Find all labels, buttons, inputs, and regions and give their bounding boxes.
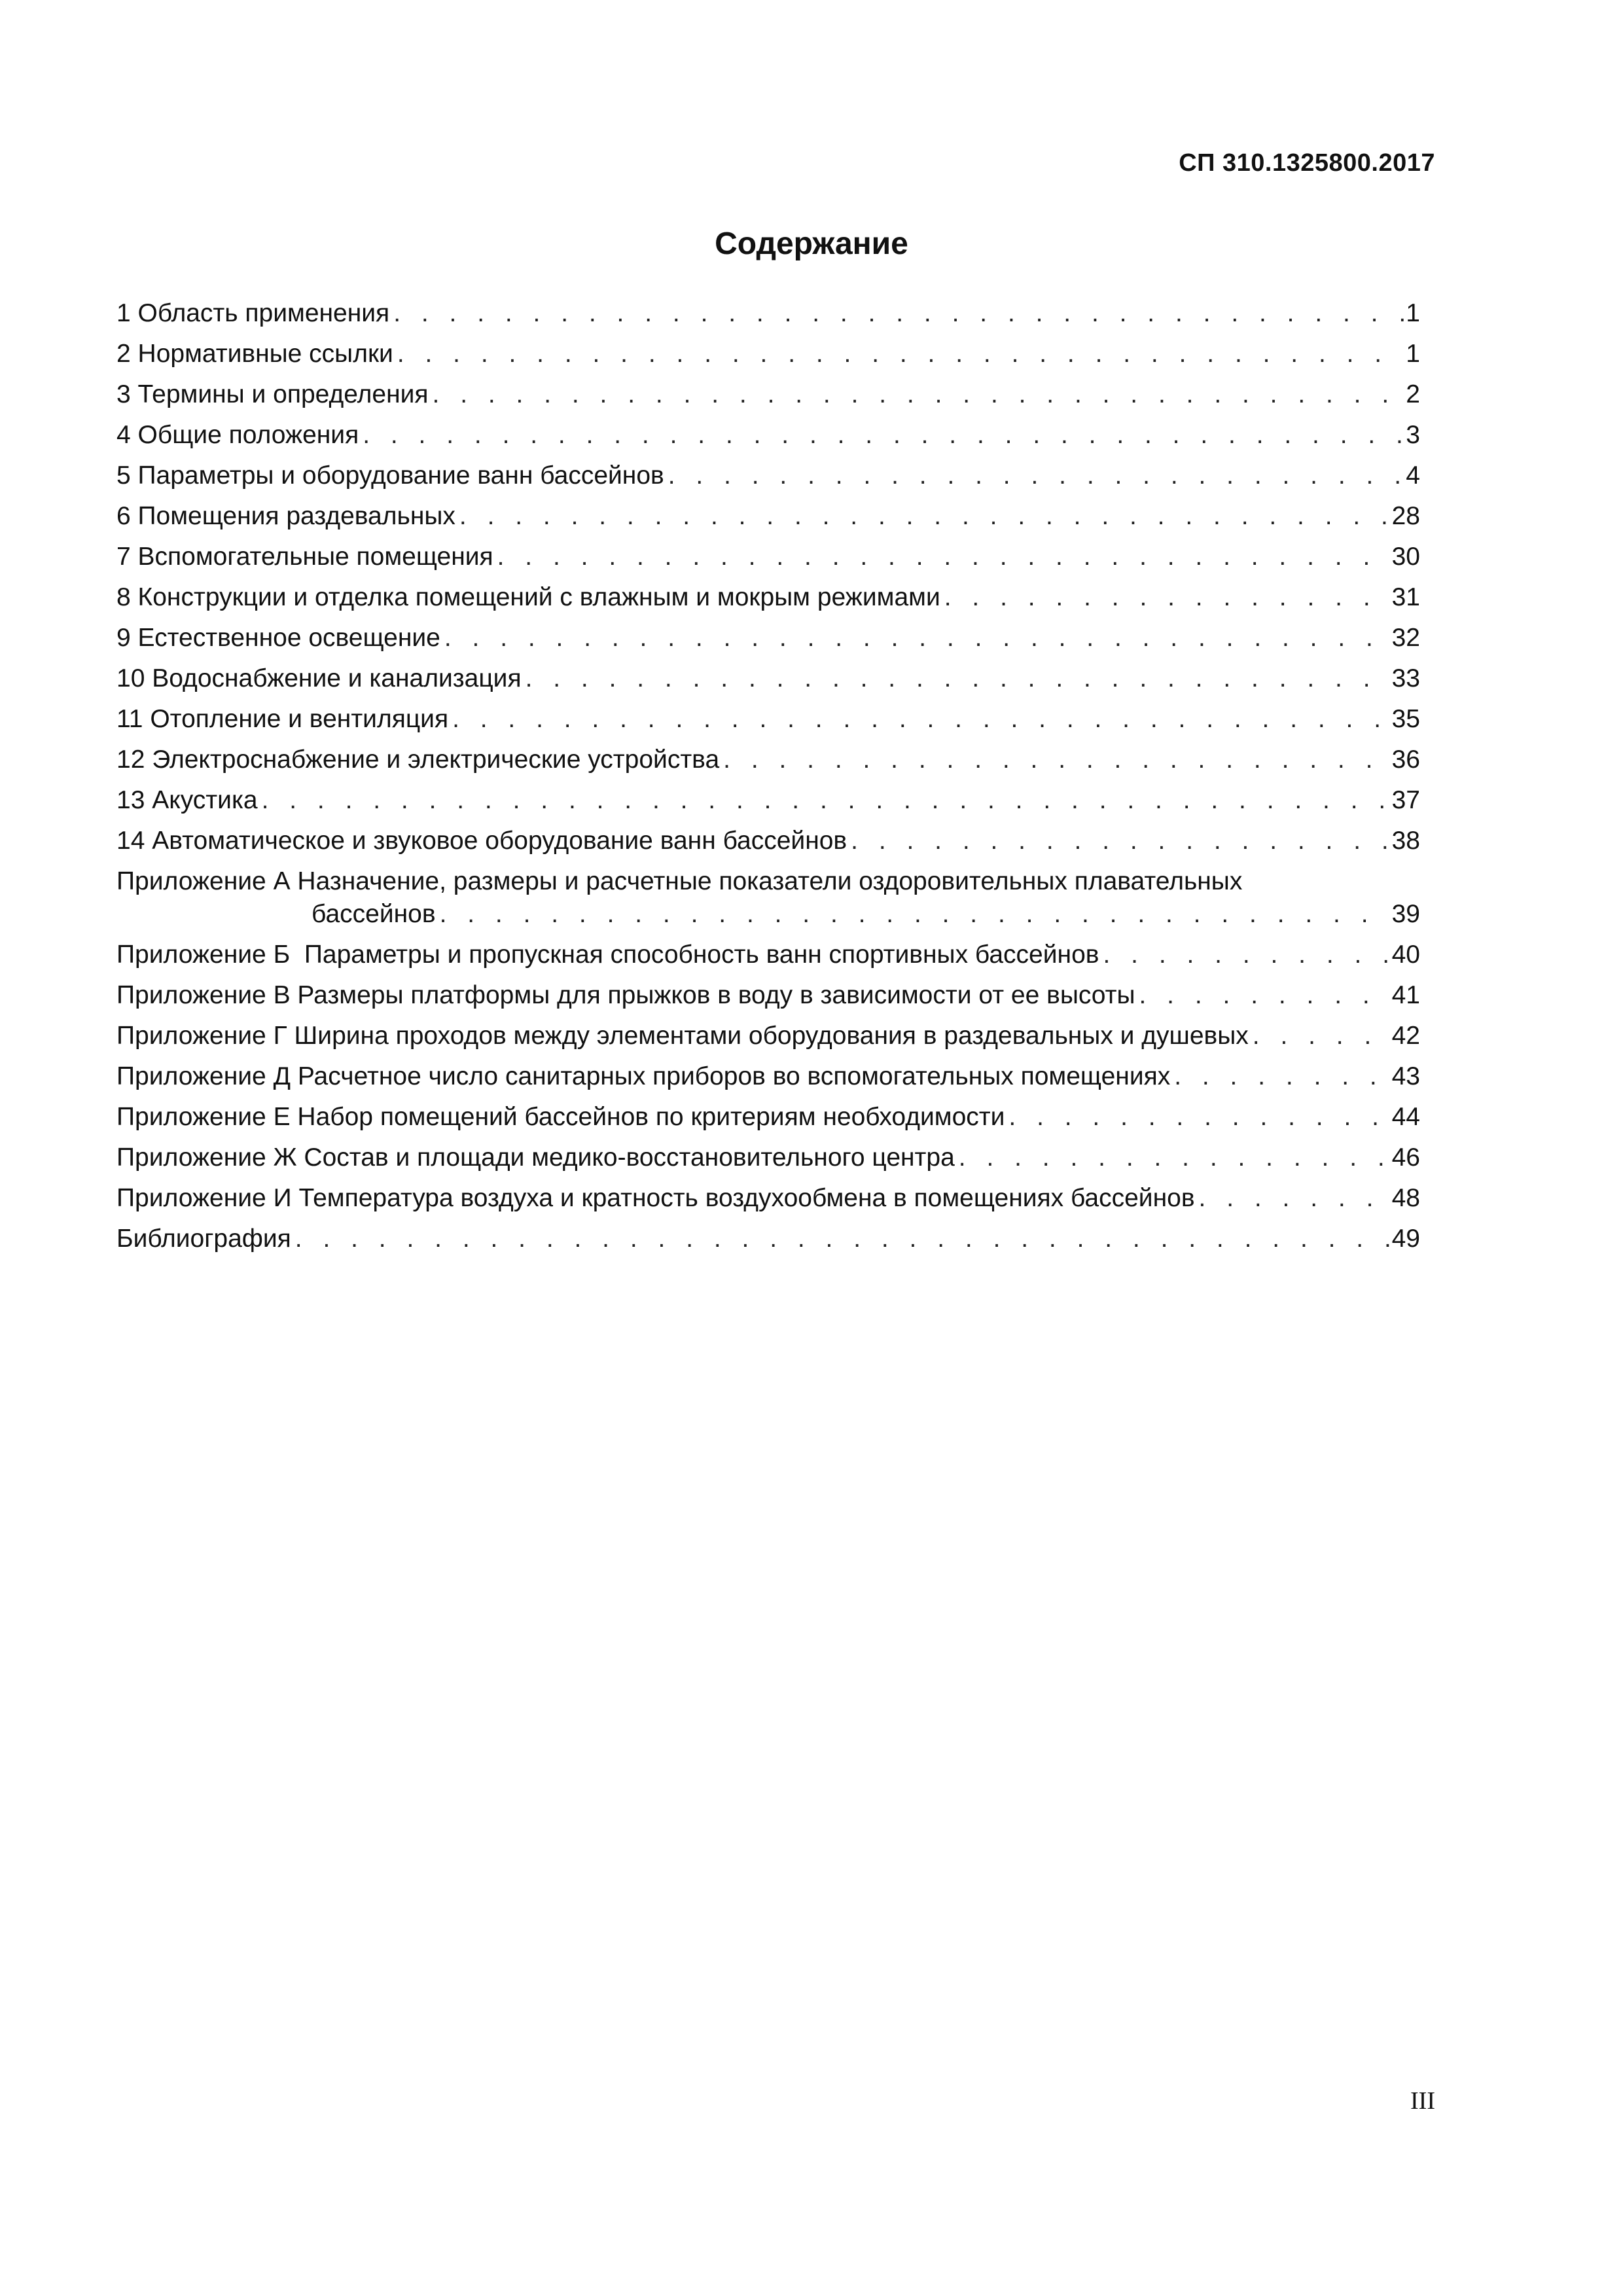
- toc-entry-continuation: [116, 898, 1420, 931]
- toc-entry-page: 32: [1391, 624, 1420, 652]
- toc-dot-leader: [1103, 935, 1390, 975]
- toc-entry-appendix-b[interactable]: [116, 935, 1420, 975]
- toc-dot-leader: [397, 334, 1404, 374]
- toc-entry-bibliography[interactable]: [116, 1219, 1420, 1259]
- toc-entry-label: Приложение Г Ширина проходов между элементами оборудования в раздевальных и душевых: [116, 1022, 1249, 1050]
- toc-entry-label: 4 Общие положения: [116, 421, 359, 449]
- toc-entry-label: 1 Область применения: [116, 299, 390, 327]
- toc-dot-leader: [262, 780, 1391, 821]
- toc-entry-5[interactable]: [116, 456, 1420, 496]
- toc-entry-page: 39: [1391, 900, 1420, 928]
- toc-entry-label: 9 Естественное освещение: [116, 624, 440, 652]
- toc-entry-page: 4: [1406, 461, 1420, 490]
- toc-entry-label: 13 Акустика: [116, 786, 258, 814]
- toc-entry-2[interactable]: [116, 334, 1420, 374]
- toc-entry-14[interactable]: [116, 821, 1420, 861]
- toc-entry-3[interactable]: [116, 374, 1420, 415]
- toc-entry-page: 1: [1406, 299, 1420, 327]
- toc-entry-label: Приложение А Назначение, размеры и расчетные показатели оздоровительных плавательных: [116, 867, 1243, 895]
- toc-dot-leader: [459, 496, 1391, 537]
- toc-entry-9[interactable]: [116, 618, 1420, 658]
- toc-entry-appendix-v[interactable]: [116, 975, 1420, 1016]
- toc-dot-leader: [497, 537, 1391, 577]
- toc-entry-label: Библиография: [116, 1225, 291, 1253]
- toc-entry-13[interactable]: [116, 780, 1420, 821]
- toc-entry-page: 3: [1406, 421, 1420, 449]
- toc-entry-page: 38: [1391, 827, 1420, 855]
- toc-entry-label: 5 Параметры и оборудование ванн бассейнов: [116, 461, 664, 490]
- toc-entry-8[interactable]: [116, 577, 1420, 618]
- toc-entry-label: Приложение Е Набор помещений бассейнов по критериям необходимости: [116, 1103, 1005, 1131]
- toc-entry-page: 33: [1391, 664, 1420, 692]
- toc-dot-leader: [944, 577, 1391, 618]
- toc-entry-label: Приложение Ж Состав и площади медико-восстановительного центра: [116, 1143, 955, 1172]
- toc-entry-label: 8 Конструкции и отделка помещений с влажным и мокрым режимами: [116, 583, 940, 611]
- document-code: СП 310.1325800.2017: [1179, 149, 1435, 177]
- toc-entry-page: 44: [1391, 1103, 1420, 1131]
- toc-dot-leader: [1174, 1056, 1390, 1097]
- toc-dot-leader: [1008, 1097, 1390, 1138]
- toc-entry-label: 3 Термины и определения: [116, 380, 429, 408]
- toc-entry-appendix-d[interactable]: [116, 1056, 1420, 1097]
- toc-entry-1[interactable]: [116, 293, 1420, 334]
- toc-entry-page: 43: [1391, 1062, 1420, 1090]
- toc-entry-page: 30: [1391, 543, 1420, 571]
- toc-dot-leader: [1253, 1016, 1391, 1056]
- toc-dot-leader: [444, 618, 1391, 658]
- toc-dot-leader: [440, 898, 1391, 931]
- toc-dot-leader: [851, 821, 1390, 861]
- toc-entry-page: 46: [1391, 1143, 1420, 1172]
- toc-entry-label: 14 Автоматическое и звуковое оборудование ванн бассейнов: [116, 827, 847, 855]
- toc-dot-leader: [526, 658, 1391, 699]
- toc-dot-leader: [723, 740, 1390, 780]
- toc-entry-appendix-e[interactable]: [116, 1097, 1420, 1138]
- toc-entry-appendix-g[interactable]: [116, 1016, 1420, 1056]
- toc-entry-page: 31: [1391, 583, 1420, 611]
- toc-entry-10[interactable]: [116, 658, 1420, 699]
- toc-dot-leader: [433, 374, 1405, 415]
- toc-entry-page: 1: [1406, 340, 1420, 368]
- toc-entry-page: 2: [1406, 380, 1420, 408]
- toc-entry-11[interactable]: [116, 699, 1420, 740]
- toc-dot-leader: [959, 1138, 1391, 1178]
- toc-entry-label: 2 Нормативные ссылки: [116, 340, 393, 368]
- toc-entry-label: Приложение В Размеры платформы для прыжков в воду в зависимости от ее высоты: [116, 981, 1135, 1009]
- toc-entry-page: 37: [1391, 786, 1420, 814]
- toc-entry-label-continued: бассейнов: [312, 900, 436, 928]
- toc-entry-appendix-i[interactable]: [116, 1178, 1420, 1219]
- toc-list: [116, 293, 1420, 1259]
- toc-entry-label: Приложение Б Параметры и пропускная способность ванн спортивных бассейнов: [116, 941, 1099, 969]
- toc-entry-appendix-a[interactable]: [116, 861, 1420, 935]
- toc-entry-label: 10 Водоснабжение и канализация: [116, 664, 522, 692]
- toc-entry-page: 41: [1391, 981, 1420, 1009]
- toc-entry-label: Приложение И Температура воздуха и кратность воздухообмена в помещениях бассейнов: [116, 1184, 1195, 1212]
- toc-dot-leader: [393, 293, 1404, 334]
- toc-entry-label: Приложение Д Расчетное число санитарных приборов во вспомогательных помещениях: [116, 1062, 1171, 1090]
- toc-entry-7[interactable]: [116, 537, 1420, 577]
- toc-entry-label: 6 Помещения раздевальных: [116, 502, 455, 530]
- toc-entry-label: 11 Отопление и вентиляция: [116, 705, 449, 733]
- page-number: III: [1410, 2087, 1435, 2115]
- toc-entry-4[interactable]: [116, 415, 1420, 456]
- toc-dot-leader: [1199, 1178, 1391, 1219]
- toc-dot-leader: [668, 456, 1405, 496]
- toc-entry-page: 42: [1391, 1022, 1420, 1050]
- toc-entry-page: 36: [1391, 745, 1420, 774]
- toc-entry-label: 7 Вспомогательные помещения: [116, 543, 493, 571]
- toc-dot-leader: [1139, 975, 1391, 1016]
- toc-dot-leader: [295, 1219, 1391, 1259]
- toc-entry-page: 49: [1391, 1225, 1420, 1253]
- toc-entry-page: 35: [1391, 705, 1420, 733]
- toc-entry-page: 40: [1391, 941, 1420, 969]
- toc-dot-leader: [363, 415, 1404, 456]
- toc-dot-leader: [452, 699, 1391, 740]
- toc-entry-label: 12 Электроснабжение и электрические устройства: [116, 745, 720, 774]
- toc-entry-6[interactable]: [116, 496, 1420, 537]
- toc-title: Содержание: [715, 226, 908, 261]
- toc-entry-appendix-zh[interactable]: [116, 1138, 1420, 1178]
- toc-entry-page: 48: [1391, 1184, 1420, 1212]
- toc-entry-page: 28: [1391, 502, 1420, 530]
- toc-entry-12[interactable]: [116, 740, 1420, 780]
